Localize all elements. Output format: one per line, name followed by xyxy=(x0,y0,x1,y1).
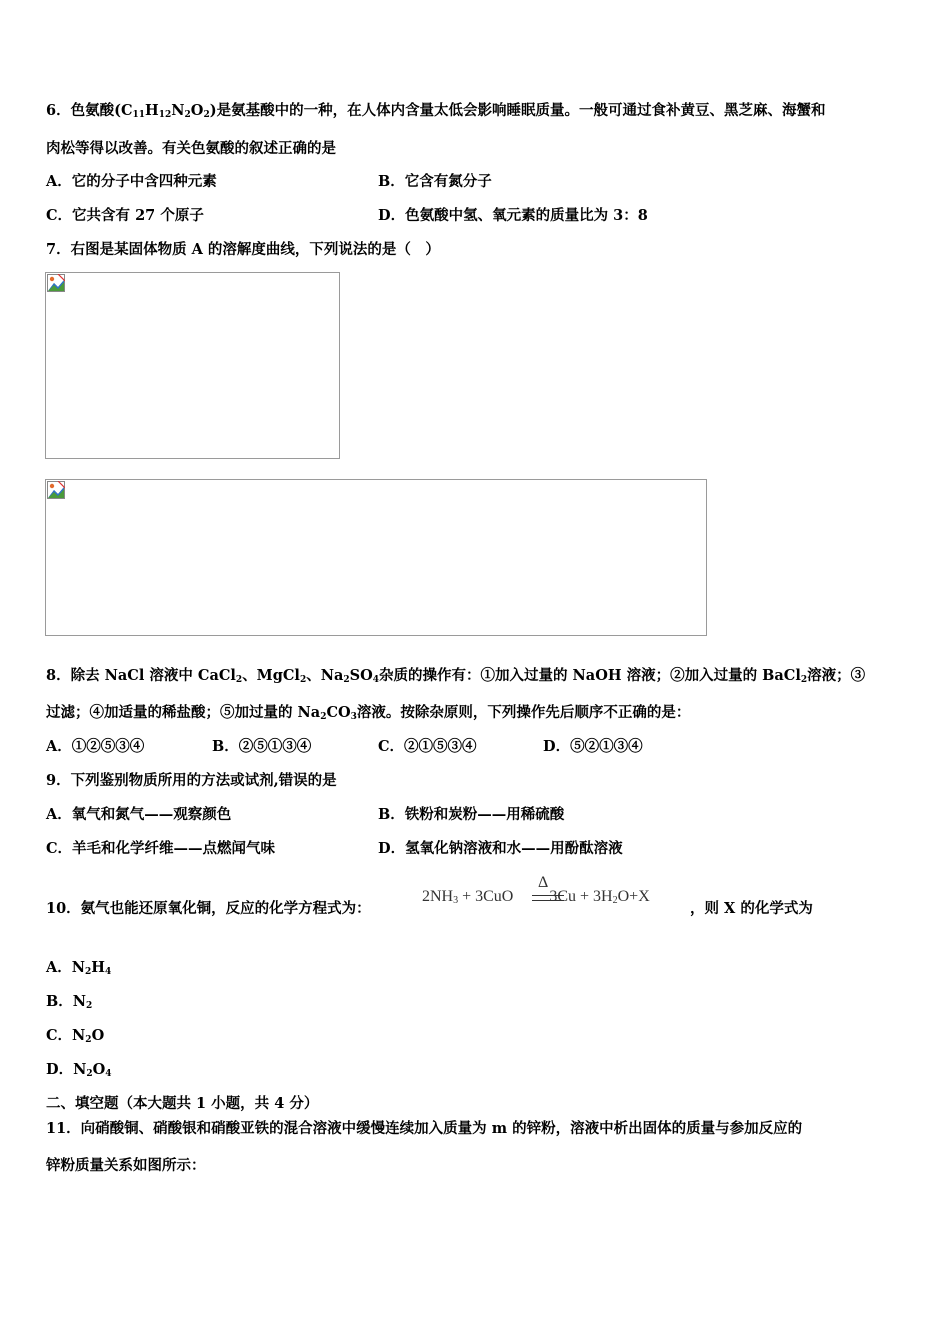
q10-option-d: D．$N_2O_4$ xyxy=(46,1061,112,1079)
q11-stem-line1: 11．向硝酸铜、硝酸银和硝酸亚铁的混合溶液中缓慢连续加入质量为 m 的锌粉，溶液中析出固体的质量与参加反应的 xyxy=(46,1120,803,1137)
q6-option-d: D．色氨酸中氢、氧元素的质量比为 3：8 xyxy=(378,207,648,224)
q8-option-a: A．①②⑤③④ xyxy=(46,738,145,755)
q10-option-a: A．$N_2H_4$ xyxy=(46,959,112,977)
q8-option-c: C．②①⑤③④ xyxy=(378,738,477,755)
q11-stem-line2: 锌粉质量关系如图所示： xyxy=(46,1157,206,1174)
q10-heat-symbol: Δ xyxy=(538,874,549,891)
q9-option-d: D．氢氧化钠溶液和水——用酚酞溶液 xyxy=(378,840,623,857)
q10-option-c: C．$N_2O$ xyxy=(46,1027,105,1045)
q10-reaction-equals-sign xyxy=(532,895,564,901)
q6-stem-line2: 肉松等得以改善。有关色氨酸的叙述正确的是 xyxy=(46,140,336,157)
section2-title: 二、填空题（本大题共 1 小题，共 4 分） xyxy=(46,1095,319,1112)
q8-stem-line2: 过滤；④加适量的稀盐酸；⑤加过量的 $Na_2CO_3$溶液。按除杂原则，下列操作先后顺序不正确的是： xyxy=(46,704,691,722)
q10-chemical-equation xyxy=(420,876,690,916)
q8-option-d: D．⑤②①③④ xyxy=(543,738,643,755)
broken-image-icon xyxy=(47,481,65,499)
q6-stem-line1: 6．色氨酸$(C_{11}H_{12}N_2O_2)$是氨基酸中的一种，在人体内含量太低会影响睡眠质量。一般可通过食补黄豆、黑芝麻、海蟹和 xyxy=(46,102,826,120)
q10-option-b: B．$N_2$ xyxy=(46,993,93,1011)
q10-equation-text: $2NH_3 + 3CuO$ $3Cu + 3H_2O+X$ xyxy=(422,888,650,906)
q9-option-b: B．铁粉和炭粉——用稀硫酸 xyxy=(378,806,565,823)
q6-option-a: A．它的分子中含四种元素 xyxy=(46,173,217,190)
q7-solubility-figure-placeholder xyxy=(45,272,340,459)
q6-option-b: B．它含有氮分子 xyxy=(378,173,492,190)
q9-option-a: A．氧气和氮气——观察颜色 xyxy=(46,806,232,823)
broken-image-icon xyxy=(47,274,65,292)
q6-option-c: C．它共含有 27 个原子 xyxy=(46,207,204,224)
q8-option-b: B．②⑤①③④ xyxy=(212,738,312,755)
q7-options-figure-placeholder xyxy=(45,479,707,636)
q9-option-c: C．羊毛和化学纤维——点燃闻气味 xyxy=(46,840,276,857)
q10-stem-a: 10．氨气也能还原氧化铜，反应的化学方程式为： xyxy=(46,900,371,917)
q7-stem: 7．右图是某固体物质 A 的溶解度曲线，下列说法的是（ ） xyxy=(46,241,440,258)
q9-stem: 9．下列鉴别物质所用的方法或试剂,错误的是 xyxy=(46,772,337,789)
q8-stem-line1: 8．除去 NaCl 溶液中 CaCl$_2$、MgCl$_2$、$Na_2SO_4$杂质的操作有：①加入过量的 NaOH 溶液；②加入过量的 BaCl$_2$溶液；③ xyxy=(46,667,866,685)
q10-stem-b: ，则 X 的化学式为 xyxy=(690,900,813,917)
